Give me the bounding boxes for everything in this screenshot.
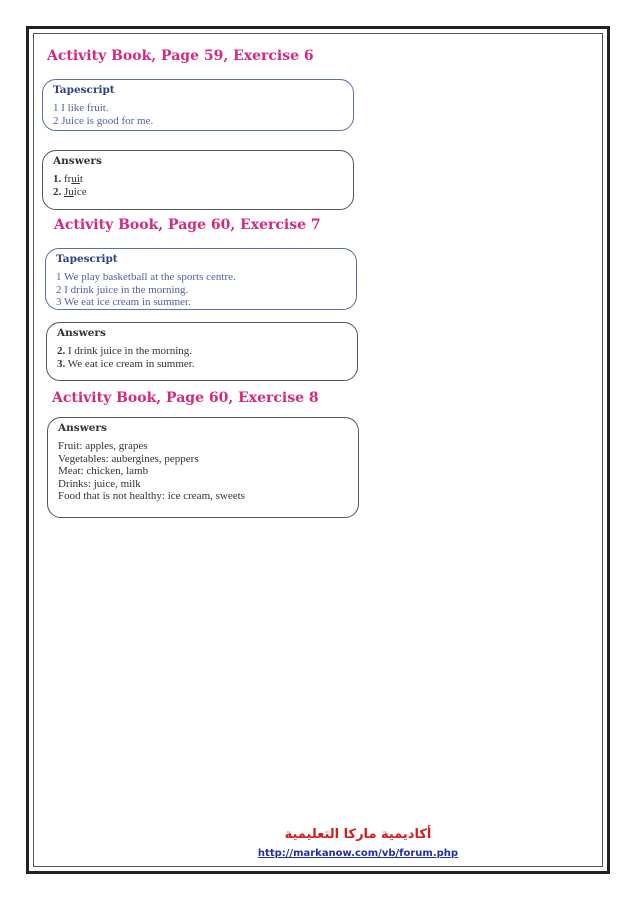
answer-underlined: ui xyxy=(71,173,80,185)
answer-number: 2. xyxy=(53,185,62,198)
answer-text: fr xyxy=(61,173,72,185)
tapescript-title: Tapescript xyxy=(53,84,115,96)
tapescript-line: 2 Juice is good for me. xyxy=(53,114,154,127)
answer-item xyxy=(57,358,347,371)
answer-line: Meat: chicken, lamb xyxy=(58,465,149,477)
answer-underlined: Ju xyxy=(64,185,74,198)
tapescript-box-1 xyxy=(42,79,354,131)
tapescript-line: 2 I drink juice in the morning. xyxy=(56,283,189,296)
exercise-heading-1: Activity Book, Page 59, Exercise 6 xyxy=(47,48,314,64)
answers-title: Answers xyxy=(53,155,102,167)
tapescript-title: Tapescript xyxy=(56,253,118,265)
answer-text: I drink juice in the morning. xyxy=(65,345,193,357)
answer-item xyxy=(53,186,343,199)
answer-text: We eat ice cream in summer. xyxy=(65,357,195,370)
answers-title: Answers xyxy=(57,327,106,339)
tapescript-line: 1 I like fruit. xyxy=(53,102,109,114)
tapescript-line: 1 We play basketball at the sports centre. xyxy=(56,271,236,283)
answer-item xyxy=(53,173,343,186)
answer-text: ice xyxy=(73,185,87,198)
answer-line: Drinks: juice, milk xyxy=(58,477,141,490)
answers-box-1 xyxy=(42,150,354,210)
tapescript-box-2 xyxy=(45,248,357,310)
answer-line: Vegetables: aubergines, peppers xyxy=(58,452,199,465)
answer-item xyxy=(57,345,347,358)
answer-text: t xyxy=(79,173,83,185)
answer-number: 1. xyxy=(53,173,62,185)
answers-box-3 xyxy=(47,417,359,518)
footer-academy-name: أكاديمية ماركا التعليمية xyxy=(284,827,432,842)
answer-number: 3. xyxy=(57,357,66,370)
exercise-heading-2: Activity Book, Page 60, Exercise 7 xyxy=(54,217,321,233)
answer-line: Food that is not healthy: ice cream, sweets xyxy=(58,490,245,502)
exercise-heading-3: Activity Book, Page 60, Exercise 8 xyxy=(52,390,319,406)
answer-number: 2. xyxy=(57,345,66,357)
footer-forum-link[interactable]: http://markanow.com/vb/forum.php xyxy=(257,848,459,859)
tapescript-line: 3 We eat ice cream in summer. xyxy=(56,296,191,308)
answer-line: Fruit: apples, grapes xyxy=(58,440,148,452)
answers-title: Answers xyxy=(58,422,107,434)
answers-box-2 xyxy=(46,322,358,381)
